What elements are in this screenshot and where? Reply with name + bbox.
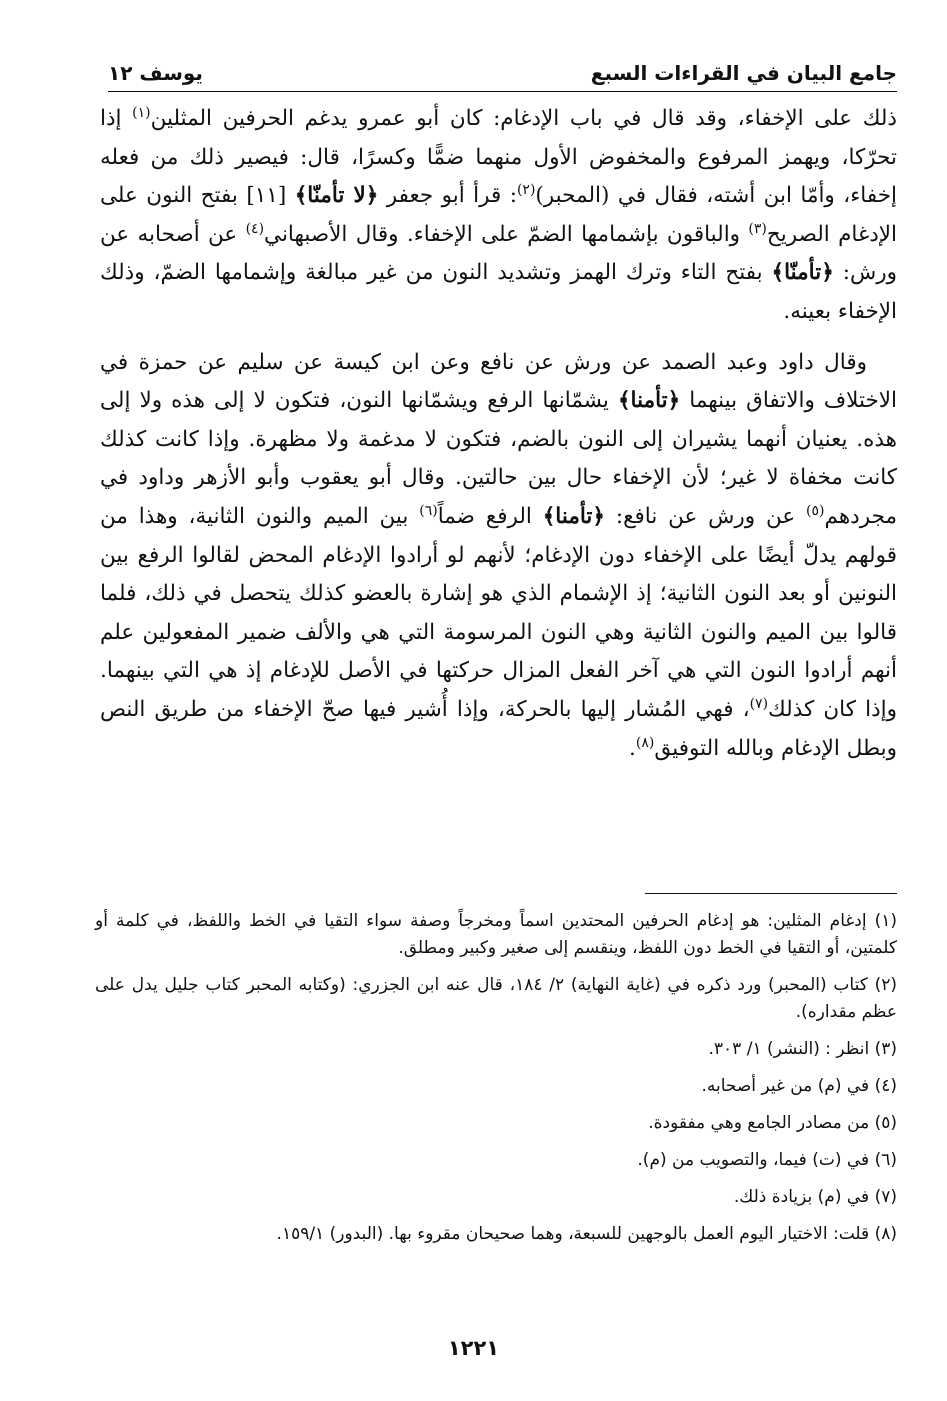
running-header [108,52,897,92]
text-segment: عن ورش عن نافع: [605,503,807,529]
book-title: جامع البيان في القراءات السبع [590,61,897,85]
footnote-separator [645,893,897,894]
text-segment: إذا تحرّكا، ويهمز المرفوع والمخفوض الأول منهما ضمًّا وكسرًا، قال: فيصير ذلك من فعله إخفاء، وأمّا ابن أشته، فقال في (المحبر) [100,106,897,209]
footnotes-section [95,908,897,1258]
text-segment: ، فهي المُشار إليها بالحركة، وإذا أُشير فيها صحّ الإخفاء من طريق النص وبطل الإدغام وبالله التوفيق [100,696,897,761]
paragraph-2 [100,344,897,769]
main-text [100,100,897,768]
footnote-5: (٥) من مصادر الجامع وهي مفقودة. [648,1113,897,1133]
text-segment: الرفع ضماً [437,503,543,529]
page-number: ١٢٢١ [447,1336,500,1360]
footnote-ref: (١) [132,104,151,121]
text-segment: بين الميم والنون الثانية، وهذا من قولهم يدلّ أيضًا على الإخفاء دون الإدغام؛ لأنهم لو أرادوا الإدغام المحض لقالوا الرفع بين النونين أو بعد النون الثانية؛ إذ الإشمام الذي هو إشارة بالعضو كذلك يتحصل في ذلك، فلما قالوا بين الميم والنون الثانية وهي النون المرسومة التي هي والألف ضمير المفعولين علم أنهم أرادوا النون التي هي آخر الفعل المزال حركتها في الأصل للإدغام إذ هي التي بينهما. وإذا كان كذلك [100,503,897,722]
footnote-ref: (٣) [748,220,767,237]
footnote-ref: (٢) [516,182,536,199]
paragraph-1 [100,100,897,332]
footnote-3: (٣) انظر : (النشر) ١/ ٣٠٣. [708,1039,897,1059]
footnote-ref: (٧) [749,695,769,712]
text-segment: . [629,735,636,761]
footnote-2: (٢) كتاب (المحبر) ورد ذكره في (غاية النهاية) ٢/ ١٨٤، قال عنه ابن الجزري: (وكتابه المحبر كتاب جليل يدل على عظم مقداره). [95,975,897,1022]
quran-word: ﴿تأمنا﴾ [542,503,605,529]
text-segment: والباقون بإشمامها الضمّ على الإخفاء. وقال الأصبهاني [264,221,749,247]
footnote-6: (٦) في (ت) فيما، والتصويب من (م). [637,1150,897,1170]
text-segment: ذلك على الإخفاء، وقد قال في باب الإدغام: كان أبو عمرو يدغم الحرفين المثلين [150,106,897,131]
text-segment: بفتح التاء وترك الهمز وتشديد النون من غير مبالغة وإشمامها الضمّ، وذلك الإخفاء بعينه. [100,260,897,324]
footnote-8: (٨) قلت: الاختيار اليوم العمل بالوجهين للسبعة، وهما صحيحان مقروء بها. (البدور) ١٥٩/١. [276,1224,897,1244]
quran-word: ﴿تأمنّا﴾ [771,260,834,286]
text-segment: عن أصحابه عن ورش: [100,221,898,286]
quran-word: ﴿تأمنا﴾ [617,388,681,414]
footnote-7: (٧) في (م) بزيادة ذلك. [733,1187,897,1207]
text-segment: وقال داود وعبد الصمد عن ورش عن نافع وعن ابن كيسة عن سليم عن حمزة في الاختلاف والاتفاق بينهما [100,349,898,414]
footnote-ref: (٤) [245,220,265,237]
footnote-4: (٤) في (م) من غير أصحابه. [701,1076,897,1096]
footnote-ref: (٦) [419,502,438,519]
footnote-ref: (٨) [635,734,655,751]
footnote-ref: (٥) [806,502,825,519]
surah-reference: يوسف ١٢ [108,61,203,85]
quran-word: ﴿لا تأمنّا﴾ [294,183,379,209]
text-segment: يشمّانها الرفع ويشمّانها النون، فتكون لا إلى هذه ولا إلى هذه. يعنيان أنهما يشيران إلى النون بالضم، فتكون لا مدغمة ولا مظهرة. وإذا كانت كذلك كانت مخفاة لا غير؛ لأن الإخفاء حال بين حالتين. وقال أبو يعقوب وأبو الأزهر وداود في مجردهم [100,388,897,529]
footnote-1: (١) إدغام المثلين: هو إدغام الحرفين المحتدين اسماً ومخرجاً وصفة سواء التقيا في الخط واللفظ، في كلمة أو كلمتين، أو التقيا في الخط دون اللفظ، وينقسم إلى صغير وكبير ومطلق. [95,911,897,958]
text-segment: [١١] بفتح النون على الإدغام الصريح [100,183,897,247]
text-segment: : قرأ أبو جعفر [378,183,517,209]
